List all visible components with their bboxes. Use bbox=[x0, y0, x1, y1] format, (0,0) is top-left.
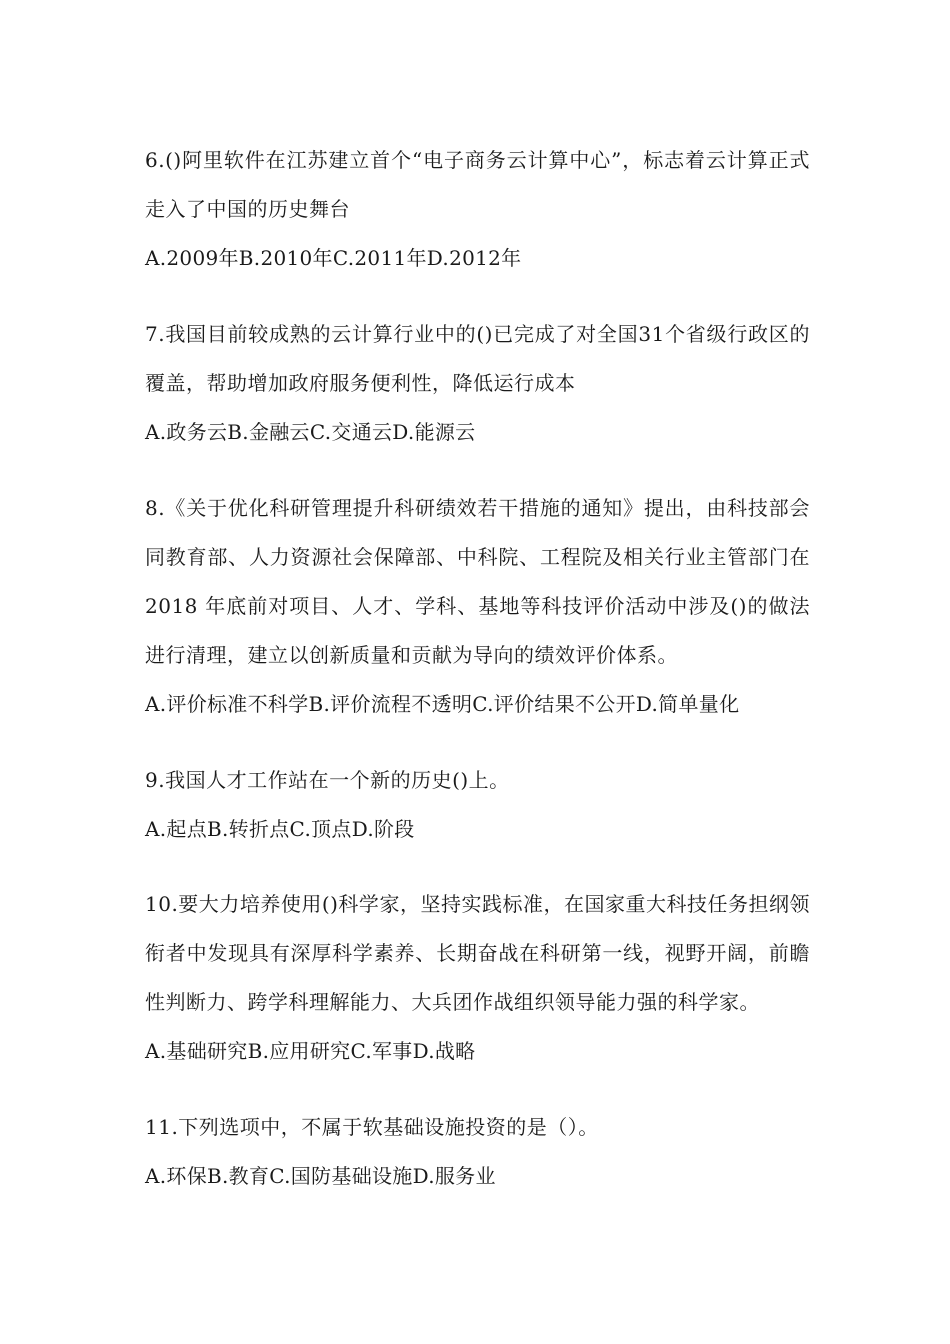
question-6 bbox=[145, 136, 810, 283]
question-6-options: A.2009年B.2010年C.2011年D.2012年 bbox=[145, 246, 522, 270]
question-10-options: A.基础研究B.应用研究C.军事D.战略 bbox=[145, 1039, 476, 1063]
question-11-options: A.环保B.教育C.国防基础设施D.服务业 bbox=[145, 1164, 496, 1188]
question-7 bbox=[145, 310, 810, 457]
question-9 bbox=[145, 756, 810, 854]
question-8-options: A.评价标准不科学B.评价流程不透明C.评价结果不公开D.简单量化 bbox=[145, 692, 740, 716]
question-11-text: 11.下列选项中，不属于软基础设施投资的是（）。 bbox=[145, 1115, 599, 1139]
question-9-text: 9.我国人才工作站在一个新的历史()上。 bbox=[145, 768, 510, 792]
question-8-text: 8.《关于优化科研管理提升科研绩效若干措施的通知》提出，由科技部会同教育部、人力资源社会保障部、中科院、工程院及相关行业主管部门在 2018 年底前对项目、人才、学科、基地等科技评价活动中涉及()的做法进行清理，建立以创新质量和贡献为导向的绩效评价体系。 bbox=[145, 496, 810, 667]
question-10-text: 10.要大力培养使用()科学家，坚持实践标准，在国家重大科技任务担纲领衔者中发现具有深厚科学素养、长期奋战在科研第一线，视野开阔，前瞻性判断力、跨学科理解能力、大兵团作战组织领导能力强的科学家。 bbox=[145, 892, 810, 1014]
question-6-text: 6.()阿里软件在江苏建立首个“电子商务云计算中心”，标志着云计算正式走入了中国的历史舞台 bbox=[145, 148, 810, 221]
question-8 bbox=[145, 484, 810, 729]
question-11 bbox=[145, 1103, 810, 1201]
question-7-options: A.政务云B.金融云C.交通云D.能源云 bbox=[145, 420, 476, 444]
question-10 bbox=[145, 880, 810, 1076]
question-9-options: A.起点B.转折点C.顶点D.阶段 bbox=[145, 817, 415, 841]
question-7-text: 7.我国目前较成熟的云计算行业中的()已完成了对全国31个省级行政区的覆盖，帮助增加政府服务便利性，降低运行成本 bbox=[145, 322, 810, 395]
